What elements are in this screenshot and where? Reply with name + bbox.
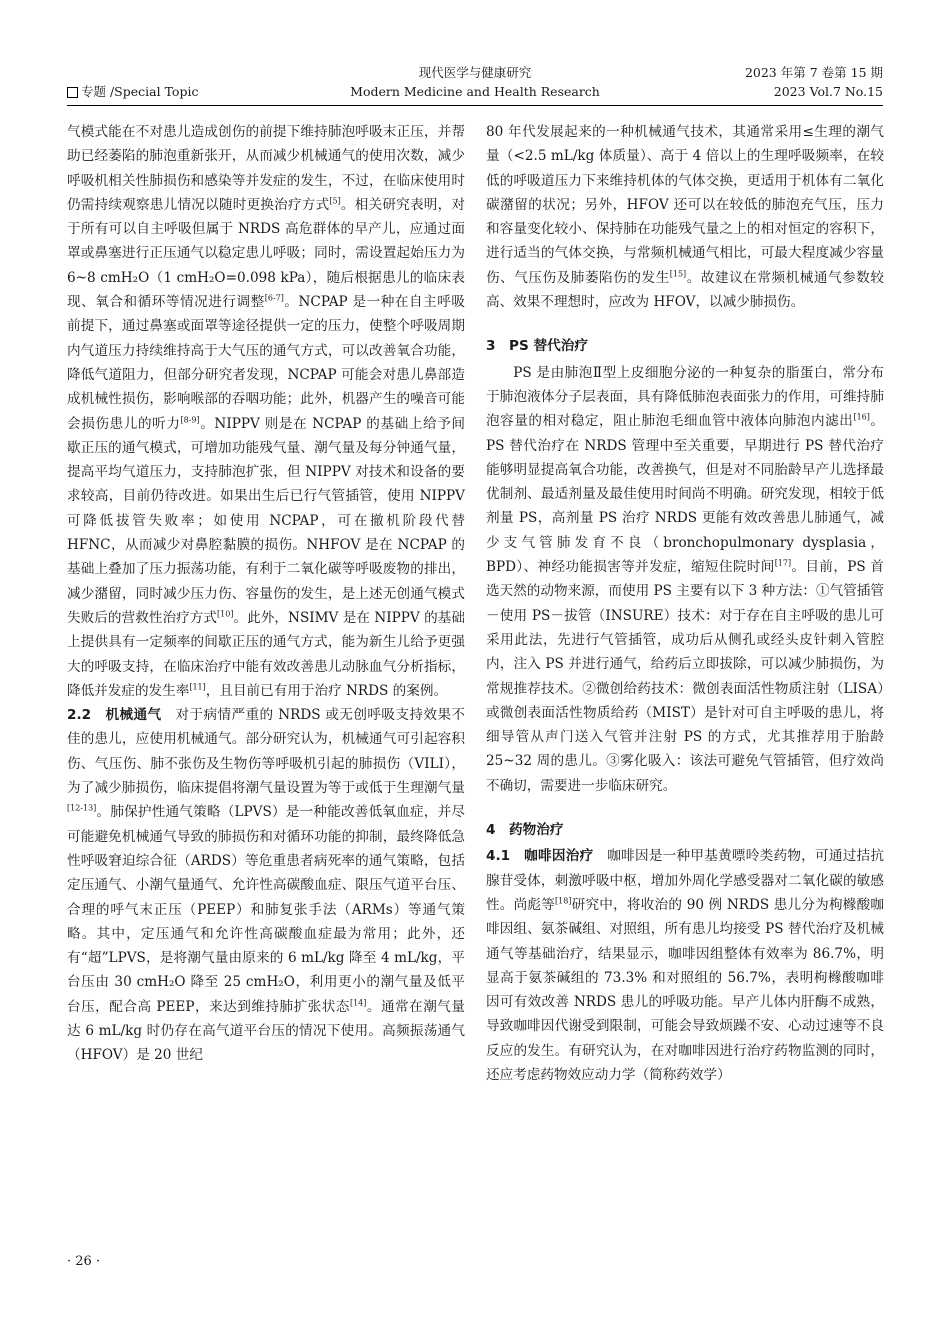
citation: [10] (217, 609, 234, 619)
section-heading: 4 药物治疗 (486, 822, 564, 839)
citation: [11] (189, 682, 206, 692)
journal-title-cn: 现代医学与健康研究 (418, 65, 532, 80)
subsection-heading: 4.1 咖啡因治疗 (486, 848, 594, 865)
issue-info-en: 2023 Vol.7 No.15 (773, 84, 883, 99)
citation: [12-13] (67, 803, 97, 813)
section-label: 专题 /Special Topic (67, 83, 198, 101)
citation: [6-7] (264, 293, 284, 303)
paragraph: 4.1 咖啡因治疗 咖啡因是一种甲基黄嘌呤类药物，可通过拮抗腺苷受体，刺激呼吸中枢，增加外周化学感受器对二氧化碳的敏感性。尚彪等[18]研究中，将收治的 90 例 NRDS 患儿分为枸橼酸咖啡因组、氨茶碱组、对照组，所有患儿均接受 PS 替代治疗及机械通气等基础治疗，结果显示，咖啡因组整体有效率为 86.7%，明显高于氨茶碱组的 73.3% 和对照组的 56.7%，表明枸橼酸咖啡因可有效改善 NRDS 患儿的呼吸功能。早产儿体内肝酶不成熟，导致咖啡因代谢受到限制，可能会导致烦躁不安、心动过速等不良反应的发生。有研究认为，在对咖啡因进行治疗药物监测的同时，还应考虑药物效应动力学（简称药效学） (486, 848, 885, 1083)
right-column (486, 120, 884, 1087)
paragraph: 2.2 机械通气 对于病情严重的 NRDS 或无创呼吸支持效果不佳的患儿，应使用机械通气。部分研究认为，机械通气可引起容积伤、气压伤、肺不张伤及生物伤等呼吸机引起的肺损伤（VILI），为了减少肺损伤，临床提倡将潮气量设置为等于或低于生理潮气量[12-13]。肺保护性通气策略（LPVS）是一种能改善低氧血症，并尽可能避免机械通气导致的肺损伤和对循环功能的抑制，最终降低急性呼吸窘迫综合征（ARDS）等危重患者病死率的通气策略，包括定压通气、小潮气量通气、允许性高碳酸血症、限压气道平台压、合理的呼气末正压（PEEP）和肺复张手法（ARMs）等通气策略。其中，定压通气和允许性高碳酸血症最为常用；此外，还有“超”LPVS，是将潮气量由原来的 6 mL/kg 降至 4 mL/kg，平台压由 30 cmH₂O 降至 25 cmH₂O，利用更小的潮气量及低平台压，配合高 PEEP，来达到维持肺扩张状态[14]。通常在潮气量达 6 mL/kg 时仍存在高气道平台压的情况下使用。高频振荡通气（HFOV）是 20 世纪 (67, 707, 465, 1064)
citation: [14] (349, 998, 367, 1008)
left-column (67, 120, 465, 1068)
page-number: · 26 · (67, 1254, 101, 1269)
citation: [17] (774, 558, 792, 568)
paragraph: 气模式能在不对患儿造成创伤的前提下维持肺泡呼吸末正压，并帮助已经萎陷的肺泡重新张开，从而减少机械通气的使用次数，减少呼吸机相关性肺损伤和感染等并发症的发生，不过，在临床使用时仍需持续观察患儿情况以随时更换治疗方式[5]。相关研究表明，对于所有可以自主呼吸但属于 NRDS 高危群体的早产儿，应通过面罩或鼻塞进行正压通气以稳定患儿呼吸；同时，需设置起始压力为 6~8 cmH₂O（1 cmH₂O=0.098 kPa），随后根据患儿的临床表现、氧合和循环等情况进行调整[6-7]。NCPAP 是一种在自主呼吸前提下，通过鼻塞或面罩等途径提供一定的压力，使整个呼吸周期内气道压力持续维持高于大气压的通气方式，可以改善氧合功能，降低气道阻力，但部分研究者发现，NCPAP 可能会对患儿鼻部造成机械性损伤，影响喉部的吞咽功能；此外，机器产生的噪音可能会损伤患儿的听力[8-9]。NIPPV 则是在 NCPAP 的基础上给予间歇正压的通气模式，可增加功能残气量、潮气量及每分钟通气量，提高平均气道压力，支持肺泡扩张，但 NIPPV 对技术和设备的要求较高，目前仍待改进。如果出生后已行气管插管，使用 NIPPV 可降低拔管失败率；如使用 NCPAP，可在撤机阶段代替 HFNC，从而减少对鼻腔黏膜的损伤。NHFOV 是在 NCPAP 的基础上叠加了压力振荡功能，有利于二氧化碳等呼吸废物的排出，减少潴留，同时减少压力伤、容量伤的发生，是上述无创通气模式失败后的营救性治疗方式[10]。此外，NSIMV 是在 NIPPV 的基础上提供具有一定频率的间歇正压的通气方式，能为新生儿给予更强大的呼吸支持，在临床治疗中能有效改善患儿动脉血气分析指标，降低并发症的发生率[11]，且目前已有用于治疗 NRDS 的案例。 (67, 124, 466, 699)
issue-info-cn: 2023 年第 7 卷第 15 期 (744, 65, 883, 80)
journal-title-en: Modern Medicine and Health Research (350, 84, 600, 99)
citation: [16] (853, 412, 870, 422)
citation: [8-9] (180, 415, 200, 425)
citation: [18] (555, 896, 572, 906)
subsection-heading: 2.2 机械通气 (67, 707, 162, 724)
header-rule (67, 105, 883, 106)
paragraph: PS 是由肺泡Ⅱ型上皮细胞分泌的一种复杂的脂蛋白，常分布于肺泡液体分子层表面，具有降低肺泡表面张力的作用，可维持肺泡容量的相对稳定，阻止肺泡毛细血管中液体向肺泡内滤出[16]。PS 替代治疗在 NRDS 管理中至关重要，早期进行 PS 替代治疗能够明显提高氧合功能，改善换气，但是对不同胎龄早产儿选择最优制剂、最适剂量及最佳使用时间尚不明确。研究发现，相较于低剂量 PS，高剂量 PS 治疗 NRDS 更能有效改善患儿肺通气，减少支气管肺发育不良（bronchopulmonary dysplasia，BPD）、神经功能损害等并发症，缩短住院时间[17]。目前，PS 首选天然的动物来源，而使用 PS 主要有以下 3 种方法：①气管插管－使用 PS－拔管（INSURE）技术：对于存在自主呼吸的患儿可采用此法，先进行气管插管，成功后从侧孔或经头皮针刺入管腔内，注入 PS 并进行通气，给药后立即拔除，可以减少肺损伤，为常规推荐技术。②微创给药技术：微创表面活性物质注射（LISA）或微创表面活性物质给药（MIST）是针对可自主呼吸的患儿，将细导管从声门送入气管并注射 PS 的方式，尤其推荐用于胎龄 25~32 周的患儿。③雾化吸入：该法可避免气管插管，但疗效尚不确切，需要进一步临床研究。 (486, 364, 885, 794)
page-header (67, 60, 883, 104)
paragraph: 80 年代发展起来的一种机械通气技术，其通常采用≤生理的潮气量（<2.5 mL/kg 体质量）、高于 4 倍以上的生理呼吸频率，在较低的呼吸道压力下来维持机体的气体交换，更适用于机体有二氧化碳潴留的状况；另外，HFOV 还可以在较低的肺泡充气压，压力和容量变化较小、保持肺在功能残气量之上的相对恒定的容积下，进行适当的气体交换，与常频机械通气相比，可最大程度减少容量伤、气压伤及肺萎陷伤的发生[15]。故建议在常频机械通气参数较高、效果不理想时，应改为 HFOV，以减少肺损伤。 (486, 124, 885, 311)
citation: [15] (669, 269, 687, 279)
section-heading: 3 PS 替代治疗 (486, 338, 588, 355)
citation: [5] (329, 196, 341, 206)
